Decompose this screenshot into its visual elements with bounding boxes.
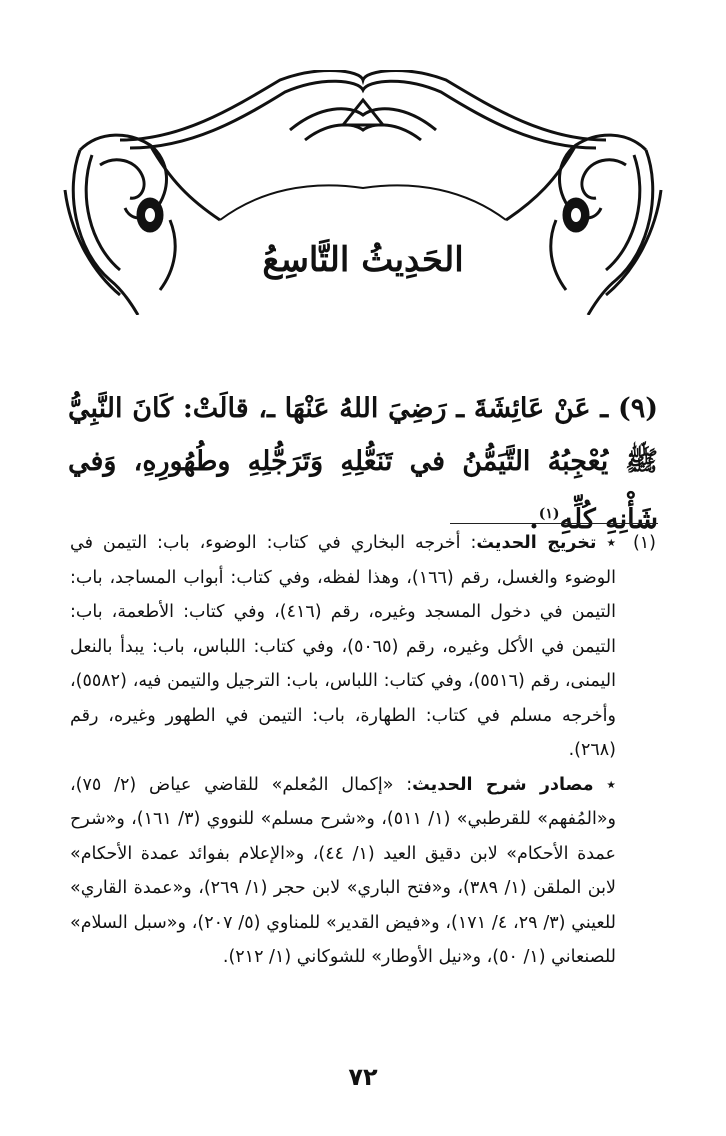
hadith-body: ـ عَنْ عَائِشَةَ ـ رَضِيَ اللهُ عَنْهَا ـ، قالَتْ: كَانَ النَّبِيُّ ﷺ يُعْجِبُهُ التَّيَمُّنُ في تَنَعُّلِهِ وَتَرَجُّلِهِ وطُهُورِهِ، وَفي شَأْنِهِ كُلِّهِ <box>68 393 658 535</box>
hadith-end: . <box>529 504 539 535</box>
star-bullet: ٭ <box>606 533 617 553</box>
sources-label: مصادر شرح الحديث <box>412 774 594 795</box>
footnote-divider <box>450 523 658 524</box>
footnotes <box>70 526 656 975</box>
chapter-title: الحَدِيثُ التَّاسِعُ <box>262 240 464 280</box>
footnote-number: (١) <box>632 533 656 553</box>
footnote-reference[interactable]: (١) <box>538 506 560 522</box>
star-bullet: ٭ <box>606 774 616 795</box>
sources-text: : «إكمال المُعلم» للقاضي عياض (٢/ ٧٥)، و«المُفهم» للقرطبي» (١/ ٥١١)، و«شرح مسلم» للنووي (٣/ ١٦١)، و«شرح عمدة الأحكام» لابن دقيق العيد (١/ ٤٤)، و«الإعلام بفوائد عمدة الأحكام» لابن الملقن (١/ ٣٨٩)، و«فتح الباري» لابن حجر (١/ ٢٦٩)، و«عمدة القاري» للعيني (٣/ ٢٩، ٤/ ١٧١)، و«فيض القدير» للمناوي (٥/ ٢٠٧)، و«سبل السلام» للصنعاني (١/ ٥٠)، و«نيل الأوطار» للشوكاني (١/ ٢١٢). <box>70 774 617 967</box>
hadith-text <box>68 382 658 546</box>
hadith-number: (٩) <box>617 393 659 424</box>
takhrij-paragraph <box>70 526 616 768</box>
sources-paragraph <box>70 768 616 975</box>
takhrij-text: : أخرجه البخاري في كتاب: الوضوء، باب: التيمن في الوضوء والغسل، رقم (١٦٦)، وهذا لفظه، وفي كتاب: أبواب المساجد، باب: التيمن في دخول المسجد وغيره، رقم (٤١٦)، وفي كتاب: الأطعمة، باب: التيمن في الأكل وغيره، رقم (٥٠٦٥)، وفي كتاب: اللباس، باب: يبدأ بالنعل اليمنى، رقم (٥٥١٦)، وفي كتاب: اللباس، باب: الترجيل والتيمن فيه، (٥٥٨٢)، وأخرجه مسلم في كتاب: الطهارة، باب: التيمن في الطهور وغيره، رقم (٢٦٨). <box>70 533 616 760</box>
footnote-item <box>70 526 656 975</box>
takhrij-label: تخريج الحديث <box>476 533 597 553</box>
footnote-body <box>70 526 616 975</box>
page-number: ٧٢ <box>348 1063 378 1091</box>
